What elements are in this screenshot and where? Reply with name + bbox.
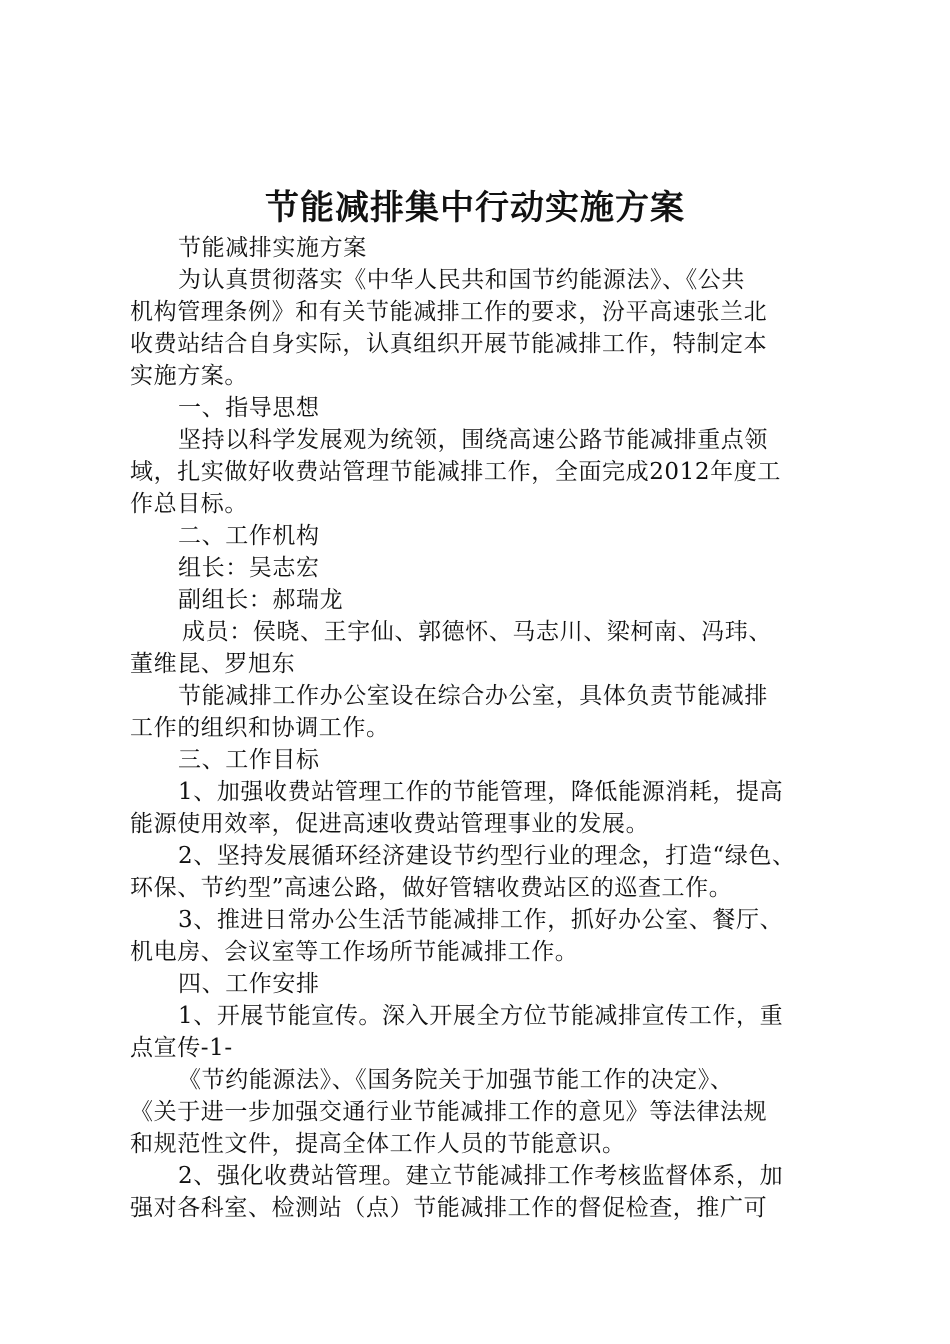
paragraph-line: 1、开展节能宣传。深入开展全方位节能减排宣传工作，重 (178, 1003, 784, 1029)
paragraph-line: 《节约能源法》、《国务院关于加强节能工作的决定》、 (178, 1067, 734, 1093)
section-heading: 四、工作安排 (178, 971, 320, 997)
paragraph-line: 坚持以科学发展观为统领，围绕高速公路节能减排重点领 (178, 427, 768, 453)
paragraph-line: 《关于进一步加强交通行业节能减排工作的意见》等法律法规 (130, 1099, 768, 1125)
paragraph-line: 董维昆、罗旭东 (130, 651, 296, 677)
document-body (130, 232, 830, 1224)
paragraph-line: 强对各科室、检测站（点）节能减排工作的督促检查，推广可 (130, 1195, 768, 1221)
section-heading: 一、指导思想 (178, 395, 320, 421)
paragraph-line: 2、强化收费站管理。建立节能减排工作考核监督体系，加 (178, 1163, 784, 1189)
paragraph-line: 组长：吴志宏 (178, 555, 320, 581)
paragraph-line: 工作的组织和协调工作。 (130, 715, 390, 741)
paragraph-line: 收费站结合自身实际，认真组织开展节能减排工作，特制定本 (130, 331, 768, 357)
paragraph-line: 节能减排工作办公室设在综合办公室，具体负责节能减排 (178, 683, 768, 709)
paragraph-line: 域，扎实做好收费站管理节能减排工作，全面完成2012年度工 (130, 459, 781, 485)
paragraph-line: 点宣传-1- (130, 1035, 233, 1061)
paragraph-line: 机电房、会议室等工作场所节能减排工作。 (130, 939, 579, 965)
paragraph-line: 3、推进日常办公生活节能减排工作，抓好办公室、餐厅、 (178, 907, 784, 933)
paragraph-line: 副组长：郝瑞龙 (178, 587, 344, 613)
paragraph-line: 和规范性文件，提高全体工作人员的节能意识。 (130, 1131, 626, 1157)
paragraph-line: 2、坚持发展循环经济建设节约型行业的理念，打造“绿色、 (178, 843, 796, 869)
paragraph-line: 环保、节约型”高速公路，做好管辖收费站区的巡查工作。 (130, 875, 733, 901)
paragraph-line: 机构管理条例》和有关节能减排工作的要求，汾平高速张兰北 (130, 299, 768, 325)
paragraph-line: 为认真贯彻落实《中华人民共和国节约能源法》、《公共 (178, 267, 745, 293)
paragraph-line: 实施方案。 (130, 363, 248, 389)
document-title: 节能减排集中行动实施方案 (265, 188, 685, 228)
section-heading: 三、工作目标 (178, 747, 320, 773)
paragraph-line: 作总目标。 (130, 491, 248, 517)
paragraph-line: 1、加强收费站管理工作的节能管理，降低能源消耗，提高 (178, 779, 784, 805)
paragraph-line: 成员：侯晓、王宇仙、郭德怀、马志川、梁柯南、冯玮、 (182, 619, 772, 645)
paragraph-line: 能源使用效率，促进高速收费站管理事业的发展。 (130, 811, 650, 837)
section-heading: 二、工作机构 (178, 523, 320, 549)
paragraph-line: 节能减排实施方案 (178, 235, 367, 261)
